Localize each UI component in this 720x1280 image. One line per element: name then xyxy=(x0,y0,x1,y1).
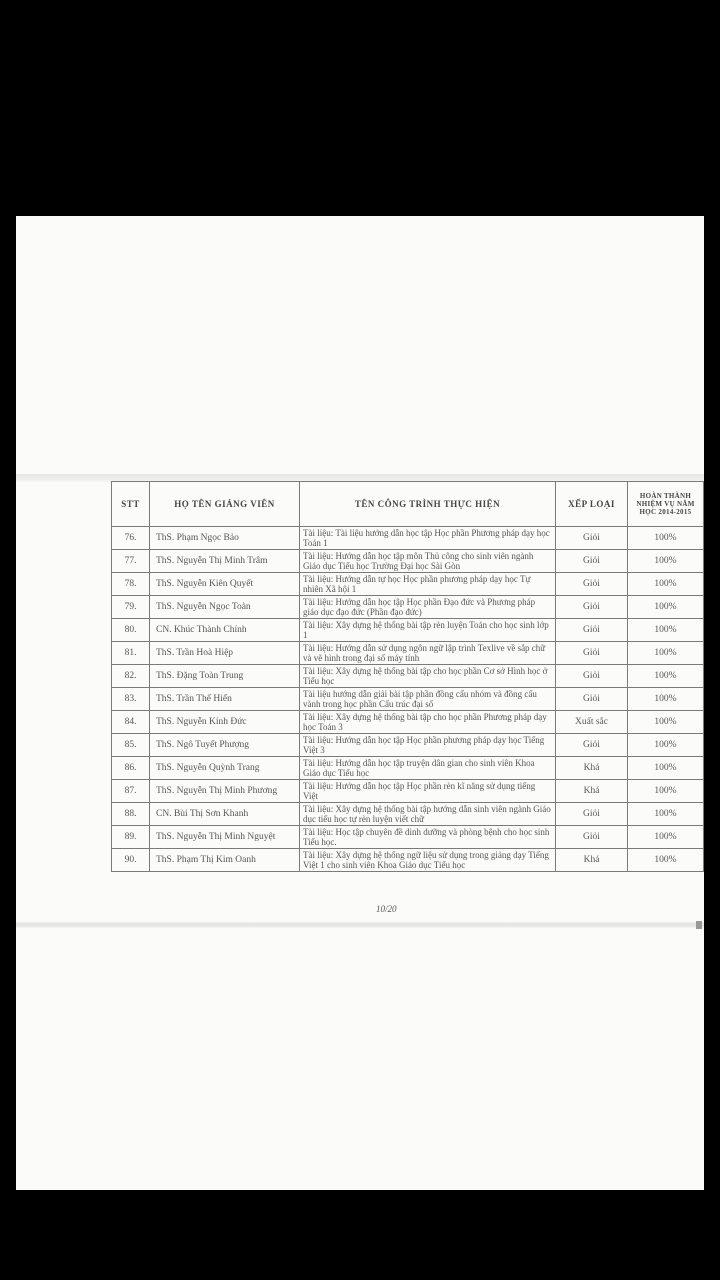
table-row xyxy=(112,642,704,665)
row-lecturer-name: ThS. Nguyễn Quỳnh Trang xyxy=(150,757,300,780)
row-stt: 89. xyxy=(112,826,150,849)
row-lecturer-name: ThS. Nguyễn Thị Minh Trâm xyxy=(150,550,300,573)
table-row xyxy=(112,688,704,711)
table-row xyxy=(112,573,704,596)
row-lecturer-name: CN. Bùi Thị Sơn Khanh xyxy=(150,803,300,826)
row-work-title: Tài liệu: Hướng dẫn học tập Học phần Đạo đức và Phương pháp giáo dục đạo đức (Phần đạo đức) xyxy=(300,596,556,619)
row-completion: 100% xyxy=(628,734,704,757)
row-completion: 100% xyxy=(628,757,704,780)
row-work-title: Tài liệu: Hướng dẫn sử dụng ngôn ngữ lập trình Texlive về sắp chữ và vẽ hình trong đại số máy tính xyxy=(300,642,556,665)
row-stt: 81. xyxy=(112,642,150,665)
page-number: 10/20 xyxy=(376,904,397,914)
row-stt: 78. xyxy=(112,573,150,596)
row-stt: 79. xyxy=(112,596,150,619)
table-header-row xyxy=(112,482,704,527)
row-work-title: Tài liệu: Hướng dẫn học tập môn Thủ công cho sinh viên ngành Giáo dục Tiểu học Trường Đại học Sài Gòn xyxy=(300,550,556,573)
row-stt: 80. xyxy=(112,619,150,642)
row-stt: 76. xyxy=(112,527,150,550)
row-rank: Giỏi xyxy=(556,803,628,826)
row-lecturer-name: ThS. Ngô Tuyết Phượng xyxy=(150,734,300,757)
header-stt: STT xyxy=(112,482,150,527)
row-rank: Giỏi xyxy=(556,688,628,711)
row-stt: 77. xyxy=(112,550,150,573)
row-completion: 100% xyxy=(628,688,704,711)
row-lecturer-name: CN. Khúc Thành Chính xyxy=(150,619,300,642)
row-rank: Giỏi xyxy=(556,734,628,757)
row-rank: Giỏi xyxy=(556,642,628,665)
row-completion: 100% xyxy=(628,665,704,688)
table-body xyxy=(112,527,704,872)
row-work-title: Tài liệu: Hướng dẫn học tập Học phần phương pháp dạy học Tiếng Việt 3 xyxy=(300,734,556,757)
row-lecturer-name: ThS. Trần Thế Hiển xyxy=(150,688,300,711)
row-rank: Giỏi xyxy=(556,826,628,849)
row-work-title: Tài liệu: Hướng dẫn học tập Học phần rèn kĩ năng sử dụng tiếng Việt xyxy=(300,780,556,803)
row-rank: Khá xyxy=(556,849,628,872)
row-work-title: Tài liệu: Hướng dẫn học tập truyện dân gian cho sinh viên Khoa Giáo dục Tiểu học xyxy=(300,757,556,780)
table-row xyxy=(112,665,704,688)
row-completion: 100% xyxy=(628,780,704,803)
row-completion: 100% xyxy=(628,642,704,665)
row-rank: Xuất sắc xyxy=(556,711,628,734)
row-lecturer-name: ThS. Nguyễn Thị Minh Nguyệt xyxy=(150,826,300,849)
row-stt: 90. xyxy=(112,849,150,872)
scanned-page xyxy=(16,216,704,1190)
table-row xyxy=(112,619,704,642)
row-rank: Giỏi xyxy=(556,550,628,573)
row-lecturer-name: ThS. Phạm Thị Kim Oanh xyxy=(150,849,300,872)
table-row xyxy=(112,734,704,757)
row-rank: Giỏi xyxy=(556,573,628,596)
row-work-title: Tài liệu: Tài liệu hướng dẫn học tập Học phần Phương pháp dạy học Toán 1 xyxy=(300,527,556,550)
row-work-title: Tài liệu: Xây dựng hệ thống bài tập cho học phần Cơ sở Hình học ở Tiểu học xyxy=(300,665,556,688)
table-row xyxy=(112,596,704,619)
row-completion: 100% xyxy=(628,619,704,642)
scan-bottom-edge xyxy=(16,922,704,928)
row-lecturer-name: ThS. Trần Hoà Hiệp xyxy=(150,642,300,665)
row-stt: 88. xyxy=(112,803,150,826)
table-row xyxy=(112,803,704,826)
row-stt: 87. xyxy=(112,780,150,803)
table-row xyxy=(112,711,704,734)
table-row xyxy=(112,757,704,780)
row-stt: 86. xyxy=(112,757,150,780)
row-stt: 85. xyxy=(112,734,150,757)
row-stt: 83. xyxy=(112,688,150,711)
row-lecturer-name: ThS. Nguyễn Ngọc Toàn xyxy=(150,596,300,619)
evaluation-table-wrapper xyxy=(111,481,703,872)
table-row xyxy=(112,550,704,573)
evaluation-table xyxy=(111,481,704,872)
row-lecturer-name: ThS. Nguyễn Kiên Quyết xyxy=(150,573,300,596)
row-rank: Giỏi xyxy=(556,619,628,642)
row-rank: Giỏi xyxy=(556,665,628,688)
header-name: HỌ TÊN GIẢNG VIÊN xyxy=(150,482,300,527)
row-completion: 100% xyxy=(628,596,704,619)
row-work-title: Tài liệu: Xây dựng hệ thống bài tập rèn luyện Toán cho học sinh lớp 1 xyxy=(300,619,556,642)
row-completion: 100% xyxy=(628,826,704,849)
header-completion: HOÀN THÀNH NHIỆM VỤ NĂM HỌC 2014-2015 xyxy=(628,482,704,527)
row-completion: 100% xyxy=(628,573,704,596)
table-row xyxy=(112,826,704,849)
row-lecturer-name: ThS. Đặng Toàn Trung xyxy=(150,665,300,688)
row-completion: 100% xyxy=(628,803,704,826)
row-work-title: Tài liệu: Xây dựng hệ thống bài tập cho học phần Phương pháp dạy học Toán 3 xyxy=(300,711,556,734)
row-rank: Giỏi xyxy=(556,527,628,550)
row-work-title: Tài liệu: Học tập chuyên đề dinh dưỡng và phòng bệnh cho học sinh Tiểu học. xyxy=(300,826,556,849)
table-row xyxy=(112,849,704,872)
row-rank: Khá xyxy=(556,780,628,803)
row-stt: 82. xyxy=(112,665,150,688)
row-work-title: Tài liệu: Hướng dẫn tự học Học phần phương pháp dạy học Tự nhiên Xã hội 1 xyxy=(300,573,556,596)
table-row xyxy=(112,527,704,550)
row-lecturer-name: ThS. Phạm Ngọc Bảo xyxy=(150,527,300,550)
row-stt: 84. xyxy=(112,711,150,734)
row-completion: 100% xyxy=(628,711,704,734)
row-completion: 100% xyxy=(628,849,704,872)
row-lecturer-name: ThS. Nguyễn Thị Minh Phương xyxy=(150,780,300,803)
header-title: TÊN CÔNG TRÌNH THỰC HIỆN xyxy=(300,482,556,527)
row-work-title: Tài liệu: Xây dựng hệ thống ngữ liệu sử dụng trong giảng dạy Tiếng Việt 1 cho sinh viên Khoa Giáo dục Tiểu học xyxy=(300,849,556,872)
row-work-title: Tài liệu: Xây dựng hệ thống bài tập hướng dẫn sinh viên ngành Giáo dục tiểu học tự rèn luyện viết chữ xyxy=(300,803,556,826)
row-lecturer-name: ThS. Nguyễn Kính Đức xyxy=(150,711,300,734)
scan-mark xyxy=(696,921,702,929)
row-completion: 100% xyxy=(628,550,704,573)
row-work-title: Tài liệu hướng dẫn giải bài tập phần đồng cấu nhóm và đồng cấu vành trong học phần Cấu trúc đại số xyxy=(300,688,556,711)
table-row xyxy=(112,780,704,803)
row-rank: Giỏi xyxy=(556,596,628,619)
row-rank: Khá xyxy=(556,757,628,780)
header-rank: XẾP LOẠI xyxy=(556,482,628,527)
row-completion: 100% xyxy=(628,527,704,550)
